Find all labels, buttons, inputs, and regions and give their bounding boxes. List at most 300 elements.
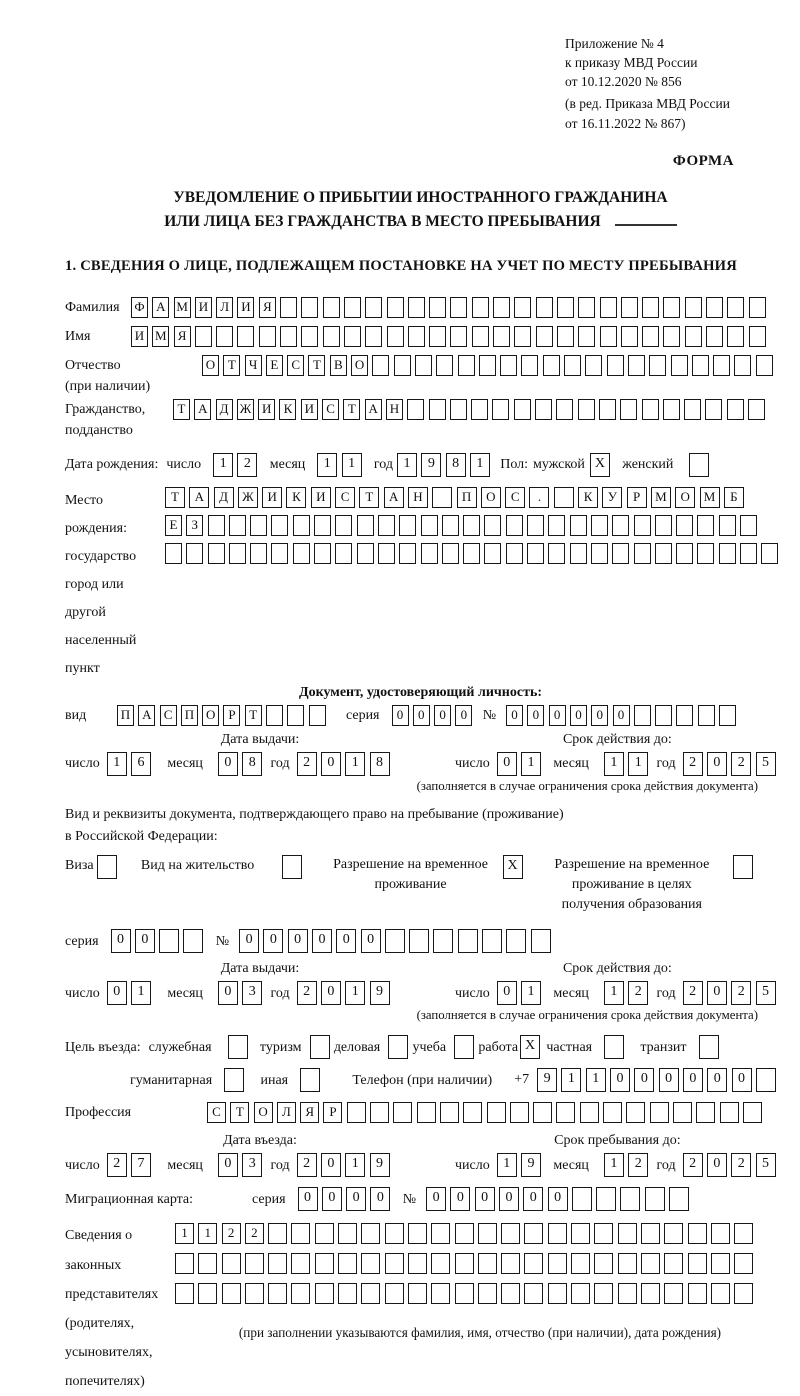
char-box: [685, 326, 702, 347]
char-box: [487, 1102, 506, 1123]
char-box: Ф: [131, 297, 148, 318]
char-box: [415, 355, 432, 376]
purpose-commercial-checkbox: [388, 1035, 412, 1059]
char-box: [621, 297, 638, 318]
purpose-item-label: гуманитарная: [130, 1072, 213, 1088]
char-box: Е: [165, 515, 182, 536]
entry-dates: [65, 1133, 776, 1177]
char-box: Т: [165, 487, 185, 508]
char-box: А: [365, 399, 382, 420]
char-box: [315, 1253, 334, 1274]
char-box: К: [279, 399, 296, 420]
char-box: Я: [300, 1102, 319, 1123]
char-box: [600, 297, 617, 318]
char-box: [524, 1223, 543, 1244]
month-label: месяц: [167, 756, 203, 772]
residence-doc-dates: [65, 961, 776, 1005]
char-box: 0: [346, 1187, 366, 1211]
char-box: [734, 355, 751, 376]
char-box: [484, 543, 501, 564]
series-label: серия: [65, 933, 99, 949]
identity-issue-year: [297, 752, 394, 776]
char-box: [421, 543, 438, 564]
char-box: 0: [321, 752, 341, 776]
char-box: [697, 543, 714, 564]
purpose-row: [65, 1035, 776, 1059]
residence-issue-year: [297, 981, 394, 1005]
entry-date-col: [65, 1133, 455, 1177]
char-box: 1: [628, 752, 648, 776]
char-box: Т: [245, 705, 262, 726]
char-box: [572, 1187, 592, 1211]
char-box: С: [287, 355, 304, 376]
char-box: [454, 1035, 474, 1059]
char-box: [458, 355, 475, 376]
representatives-label-line2: законных: [65, 1257, 122, 1273]
form-marker: ФОРМА: [672, 152, 734, 169]
char-box: [287, 705, 304, 726]
representatives-caption: (при заполнении указываются фамилия, имя, отчество (при наличии), дата рождения): [238, 1325, 722, 1341]
char-box: В: [330, 355, 347, 376]
char-box: 1: [213, 453, 233, 477]
char-box: 8: [446, 453, 466, 477]
char-box: [596, 1187, 616, 1211]
char-box: К: [286, 487, 306, 508]
char-box: [556, 1102, 575, 1123]
form-title-line2-text: ИЛИ ЛИЦА БЕЗ ГРАЖДАНСТВА В МЕСТО ПРЕБЫВАНИЯ: [164, 212, 601, 230]
char-box: [344, 297, 361, 318]
char-box: [620, 399, 637, 420]
appendix-line: от 16.11.2022 № 867): [565, 115, 686, 131]
char-box: И: [131, 326, 148, 347]
char-box: [493, 297, 510, 318]
char-box: [500, 355, 517, 376]
char-box: [208, 515, 225, 536]
char-box: [506, 515, 523, 536]
char-box: Р: [223, 705, 240, 726]
char-box: [531, 929, 551, 953]
char-box: 1: [604, 1153, 624, 1177]
char-box: 0: [549, 705, 566, 726]
char-box: 0: [707, 752, 727, 776]
char-box: 0: [135, 929, 155, 953]
series-label: серия: [252, 1191, 286, 1207]
purpose-work-checkbox: [520, 1035, 544, 1059]
char-box: Т: [223, 355, 240, 376]
purpose-other-checkbox: [300, 1068, 324, 1092]
char-box: 5: [756, 981, 776, 1005]
char-box: 0: [298, 1187, 318, 1211]
char-box: 0: [591, 705, 608, 726]
char-box: [612, 543, 629, 564]
char-box: [671, 355, 688, 376]
char-box: [268, 1253, 287, 1274]
char-box: [663, 297, 680, 318]
appendix-line: к приказу МВД России: [565, 55, 698, 71]
char-box: [472, 297, 489, 318]
char-box: [338, 1253, 357, 1274]
char-box: [642, 399, 659, 420]
char-box: 5: [756, 1153, 776, 1177]
char-box: [607, 355, 624, 376]
char-box: [645, 1187, 665, 1211]
char-box: 0: [107, 981, 127, 1005]
residence-valid-year: [683, 981, 780, 1005]
char-box: [536, 326, 553, 347]
char-box: С: [160, 705, 177, 726]
stay-until-label: Срок пребывания до:: [554, 1133, 681, 1149]
char-box: [655, 515, 672, 536]
char-box: 0: [218, 1153, 238, 1177]
char-box: [301, 326, 318, 347]
char-box: [664, 1283, 683, 1304]
char-box: [385, 929, 405, 953]
char-box: П: [117, 705, 134, 726]
char-box: [743, 1102, 762, 1123]
char-box: [280, 297, 297, 318]
char-box: [719, 705, 736, 726]
char-box: [323, 297, 340, 318]
char-box: М: [152, 326, 169, 347]
char-box: [756, 1068, 776, 1092]
char-box: [733, 855, 753, 879]
purpose-item-label: учеба: [412, 1039, 447, 1055]
migration-card-label: Миграционная карта:: [65, 1191, 194, 1207]
char-box: 3: [242, 1153, 262, 1177]
char-box: И: [195, 297, 212, 318]
char-box: [365, 326, 382, 347]
char-box: 0: [263, 929, 283, 953]
char-box: 0: [361, 929, 381, 953]
char-box: [463, 543, 480, 564]
birth-date-label: Дата рождения:: [65, 457, 159, 473]
char-box: 9: [421, 453, 441, 477]
appendix-line: (в ред. Приказа МВД России: [565, 96, 730, 112]
sex-label: Пол:: [500, 457, 529, 473]
char-box: [641, 1223, 660, 1244]
char-box: [361, 1283, 380, 1304]
entry-date-label: Дата въезда:: [223, 1133, 297, 1149]
char-box: И: [301, 399, 318, 420]
char-box: 9: [537, 1068, 557, 1092]
char-box: [314, 543, 331, 564]
char-box: [663, 326, 680, 347]
month-label: месяц: [269, 457, 306, 473]
char-box: [458, 929, 478, 953]
char-box: [748, 399, 765, 420]
char-box: [245, 1253, 264, 1274]
char-box: О: [202, 705, 219, 726]
char-box: [484, 515, 501, 536]
char-box: 0: [455, 705, 472, 726]
char-box: [222, 1253, 241, 1274]
char-box: [361, 1253, 380, 1274]
char-box: [387, 326, 404, 347]
residence-series-boxes: [111, 929, 208, 953]
migration-number-boxes: [426, 1187, 693, 1211]
profession-boxes: [207, 1102, 766, 1123]
char-box: 1: [131, 981, 151, 1005]
char-box: [578, 297, 595, 318]
char-box: [727, 297, 744, 318]
birth-place-label-line4: населенный пункт: [65, 632, 137, 676]
representatives-boxes: [175, 1221, 785, 1341]
number-label: №: [402, 1191, 417, 1207]
char-box: 9: [521, 1153, 541, 1177]
char-box: [685, 297, 702, 318]
char-box: И: [258, 399, 275, 420]
char-box: [431, 1253, 450, 1274]
month-label: месяц: [167, 1157, 203, 1173]
surname-boxes: [131, 297, 770, 318]
char-box: [463, 515, 480, 536]
char-box: [594, 1283, 613, 1304]
char-box: [634, 515, 651, 536]
residence-valid-dateline: [455, 981, 780, 1005]
char-box: [719, 543, 736, 564]
char-box: [618, 1253, 637, 1274]
char-box: 2: [683, 981, 703, 1005]
char-box: [548, 515, 565, 536]
char-box: [642, 326, 659, 347]
char-box: [524, 1283, 543, 1304]
char-box: [612, 515, 629, 536]
char-box: [711, 1283, 730, 1304]
citizenship-row: [65, 399, 776, 441]
residence-issue-day: [107, 981, 156, 1005]
char-box: 8: [370, 752, 390, 776]
char-box: 1: [397, 453, 417, 477]
char-box: [514, 297, 531, 318]
char-box: Т: [308, 355, 325, 376]
char-box: 0: [659, 1068, 679, 1092]
char-box: [229, 543, 246, 564]
identity-issue-day: [107, 752, 156, 776]
citizenship-label-line1: Гражданство,: [65, 401, 146, 417]
birth-month-boxes: [317, 453, 366, 477]
char-box: П: [181, 705, 198, 726]
char-box: 0: [548, 1187, 568, 1211]
char-box: [323, 326, 340, 347]
char-box: [603, 1102, 622, 1123]
char-box: [692, 355, 709, 376]
char-box: 5: [756, 752, 776, 776]
char-box: М: [651, 487, 671, 508]
char-box: [222, 1283, 241, 1304]
surname-row: [65, 297, 776, 318]
number-label: №: [215, 933, 230, 949]
char-box: Л: [216, 297, 233, 318]
purpose-row2: [130, 1068, 776, 1092]
char-box: 0: [426, 1187, 446, 1211]
issue-date-label: Дата выдачи:: [220, 961, 300, 977]
char-box: Л: [277, 1102, 296, 1123]
identity-issue-col: [65, 732, 455, 776]
char-box: [228, 1035, 248, 1059]
phone-boxes: [537, 1068, 780, 1092]
char-box: [268, 1283, 287, 1304]
given-name-label: Имя: [65, 328, 91, 344]
char-box: [436, 355, 453, 376]
char-box: 1: [317, 453, 337, 477]
char-box: З: [186, 515, 203, 536]
char-box: 0: [683, 1068, 703, 1092]
char-box: [224, 1068, 244, 1092]
residence-issue-col: [65, 961, 455, 1005]
char-box: [408, 326, 425, 347]
char-box: 0: [570, 705, 587, 726]
birth-place-label-line3: город или другой: [65, 576, 124, 620]
char-box: Т: [343, 399, 360, 420]
sex-male-label: мужской: [533, 457, 585, 473]
char-box: С: [505, 487, 525, 508]
char-box: [749, 326, 766, 347]
char-box: [429, 399, 446, 420]
char-box: 0: [321, 981, 341, 1005]
char-box: [711, 1253, 730, 1274]
purpose-item-label: частная: [546, 1039, 593, 1055]
char-box: [175, 1283, 194, 1304]
char-box: 1: [521, 981, 541, 1005]
char-box: [501, 1253, 520, 1274]
char-box: [554, 487, 574, 508]
birth-place-boxes-row3: [165, 543, 783, 564]
day-label: число: [455, 756, 490, 772]
section1-heading: 1. СВЕДЕНИЯ О ЛИЦЕ, ПОДЛЕЖАЩЕМ ПОСТАНОВКЕ НА УЧЕТ ПО МЕСТУ ПРЕБЫВАНИЯ: [65, 257, 737, 274]
char-box: [399, 515, 416, 536]
char-box: [372, 355, 389, 376]
doc-kind-label: вид: [65, 707, 87, 723]
char-box: [676, 543, 693, 564]
identity-issue-month: [218, 752, 267, 776]
migration-series-boxes: [298, 1187, 395, 1211]
char-box: 3: [242, 981, 262, 1005]
char-box: [385, 1253, 404, 1274]
entry-dateline: [65, 1153, 455, 1177]
char-box: И: [311, 487, 331, 508]
char-box: А: [194, 399, 211, 420]
char-box: [195, 326, 212, 347]
title-blank-line: [615, 210, 677, 226]
char-box: [455, 1223, 474, 1244]
entry-month: [218, 1153, 267, 1177]
identity-valid-dateline: [455, 752, 780, 776]
char-box: О: [675, 487, 695, 508]
char-box: 2: [731, 752, 751, 776]
representatives-label-line6: попечителях): [65, 1374, 145, 1390]
char-box: [642, 297, 659, 318]
char-box: Р: [323, 1102, 342, 1123]
char-box: 0: [707, 1068, 727, 1092]
char-box: 1: [561, 1068, 581, 1092]
char-box: Т: [230, 1102, 249, 1123]
birth-year-boxes: [397, 453, 494, 477]
char-box: [237, 326, 254, 347]
char-box: [431, 1223, 450, 1244]
char-box: [719, 515, 736, 536]
phone-label: Телефон (при наличии): [352, 1072, 493, 1088]
char-box: [740, 543, 757, 564]
char-box: [663, 399, 680, 420]
char-box: [599, 399, 616, 420]
char-box: [335, 543, 352, 564]
char-box: [697, 515, 714, 536]
validity-note: (заполняется в случае ограничения срока действия документа): [416, 1008, 758, 1023]
char-box: 0: [392, 705, 409, 726]
series-label: серия: [345, 707, 380, 723]
char-box: [159, 929, 179, 953]
given-name-boxes: [131, 326, 770, 347]
stay-month: [604, 1153, 653, 1177]
purpose-study-checkbox: [454, 1035, 478, 1059]
stay-day: [497, 1153, 546, 1177]
char-box: [478, 1223, 497, 1244]
char-box: [183, 929, 203, 953]
char-box: 2: [731, 981, 751, 1005]
char-box: [455, 1253, 474, 1274]
char-box: 0: [732, 1068, 752, 1092]
char-box: [734, 1253, 753, 1274]
char-box: [472, 326, 489, 347]
sex-female-label: женский: [622, 457, 674, 473]
char-box: [761, 543, 778, 564]
char-box: [293, 543, 310, 564]
char-box: [250, 543, 267, 564]
year-label: год: [656, 985, 676, 1001]
char-box: [431, 1283, 450, 1304]
char-box: [514, 399, 531, 420]
char-box: [756, 355, 773, 376]
char-box: Т: [173, 399, 190, 420]
profession-label: Профессия: [65, 1105, 132, 1121]
citizenship-boxes: [173, 399, 769, 420]
form-title-line1: УВЕДОМЛЕНИЕ О ПРИБЫТИИ ИНОСТРАННОГО ГРАЖДАНИНА: [173, 188, 668, 206]
year-label: год: [270, 756, 290, 772]
char-box: [696, 1102, 715, 1123]
char-box: 0: [497, 981, 517, 1005]
char-box: 7: [131, 1153, 151, 1177]
char-box: [655, 705, 672, 726]
char-box: [626, 1102, 645, 1123]
char-box: [271, 515, 288, 536]
identity-doc-dates: [65, 732, 776, 776]
char-box: [450, 326, 467, 347]
char-box: 0: [613, 705, 630, 726]
char-box: 1: [345, 1153, 365, 1177]
char-box: [706, 297, 723, 318]
char-box: [536, 297, 553, 318]
char-box: И: [262, 487, 282, 508]
birth-place-boxes: [165, 487, 783, 571]
char-box: [705, 399, 722, 420]
char-box: [198, 1283, 217, 1304]
char-box: .: [529, 487, 549, 508]
char-box: [734, 1223, 753, 1244]
char-box: [407, 399, 424, 420]
char-box: [618, 1223, 637, 1244]
month-label: месяц: [553, 985, 589, 1001]
char-box: [533, 1102, 552, 1123]
char-box: 1: [497, 1153, 517, 1177]
char-box: [338, 1223, 357, 1244]
stay-dateline: [455, 1153, 780, 1177]
birth-place-label-line2: государство: [65, 548, 137, 564]
char-box: 2: [628, 981, 648, 1005]
char-box: С: [335, 487, 355, 508]
profession-row: [65, 1102, 776, 1123]
char-box: [510, 1102, 529, 1123]
purpose-item-label: служебная: [148, 1039, 212, 1055]
